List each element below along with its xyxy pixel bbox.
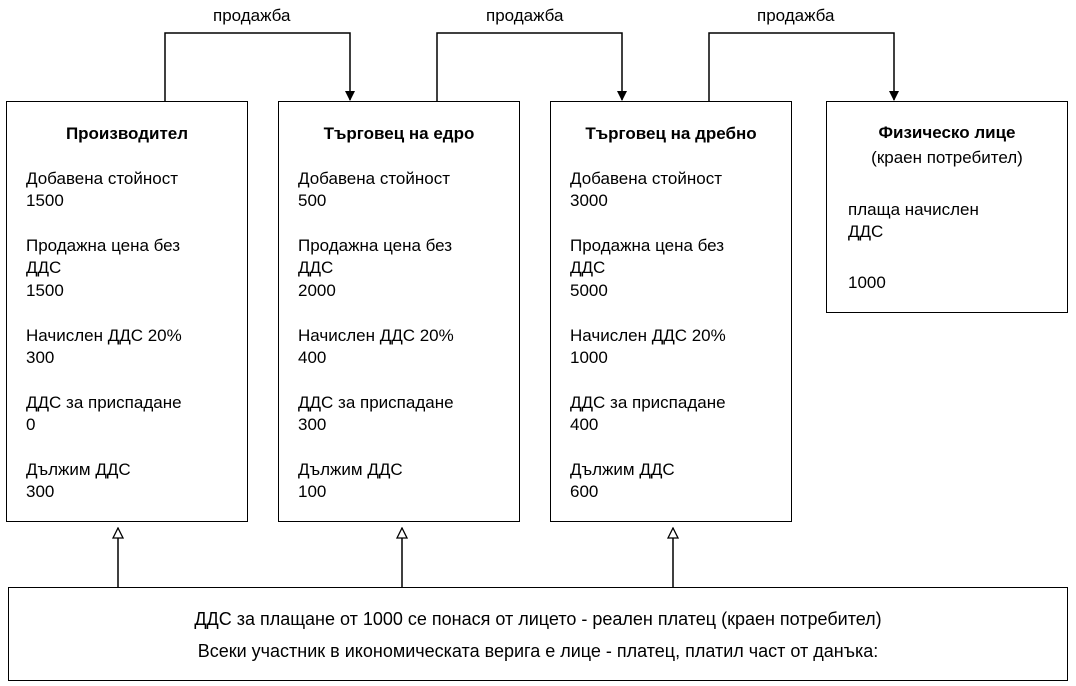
retailer-added-value-label: Добавена стойност [570,169,722,188]
retailer-box [550,101,792,522]
consumer-pays-label: плаща начислен [848,200,979,219]
wholesaler-added-value: 500 [298,191,327,210]
consumer-pays-label-2: ДДС [848,222,884,241]
wholesaler-title: Търговец на едро [323,124,475,143]
wholesaler-added-value-label: Добавена стойност [298,169,450,188]
retailer-vat-deductible-label: ДДС за приспадане [570,393,726,412]
producer-sale-price: 1500 [26,281,64,300]
producer-added-value: 1500 [26,191,64,210]
retailer-vat-due: 600 [570,482,599,501]
wholesaler-sale-price: 2000 [298,281,336,300]
wholesaler-vat-charged: 400 [298,348,327,367]
retailer-vat-charged-label: Начислен ДДС 20% [570,326,726,345]
producer-vat-charged-label: Начислен ДДС 20% [26,326,182,345]
consumer-box [826,101,1068,313]
retailer-added-value: 3000 [570,191,608,210]
sale-arrow-retailer-to-consumer [709,33,894,102]
retailer-sale-price: 5000 [570,281,608,300]
consumer-pays-value: 1000 [848,273,886,292]
producer-vat-due: 300 [26,482,55,501]
consumer-title: Физическо лице [878,123,1016,142]
producer-vat-deductible-label: ДДС за приспадане [26,393,182,412]
wholesaler-box [278,101,520,522]
producer-box [6,101,248,522]
wholesaler-vat-charged-label: Начислен ДДС 20% [298,326,454,345]
consumer-subtitle: (краен потребител) [871,148,1023,167]
wholesaler-sale-price-label: Продажна цена без [298,236,453,255]
producer-added-value-label: Добавена стойност [26,169,178,188]
producer-vat-charged: 300 [26,348,55,367]
sale-arrow-producer-to-wholesaler [165,33,350,102]
sale-label-1: продажба [213,6,291,25]
retailer-vat-due-label: Дължим ДДС [570,460,675,479]
wholesaler-vat-deductible-label: ДДС за приспадане [298,393,454,412]
sale-label-3: продажба [757,6,835,25]
producer-title: Производител [65,124,189,143]
summary-box [8,587,1068,681]
retailer-sale-price-label: Продажна цена без [570,236,725,255]
retailer-vat-deductible: 400 [570,415,599,434]
sale-label-2: продажба [486,6,564,25]
wholesaler-sale-price-label-2: ДДС [298,258,334,277]
summary-line-2: Всеки участник в икономическата верига е лице - платец, платил част от данъка: [197,641,879,661]
wholesaler-vat-due: 100 [298,482,327,501]
wholesaler-vat-due-label: Дължим ДДС [298,460,403,479]
producer-vat-due-label: Дължим ДДС [26,460,131,479]
wholesaler-vat-deductible: 300 [298,415,327,434]
summary-line-1: ДДС за плащане от 1000 се понася от лицето - реален платец (краен потребител) [194,609,882,629]
retailer-title: Търговец на дребно [585,124,757,143]
producer-sale-price-label-2: ДДС [26,258,62,277]
sale-arrow-wholesaler-to-retailer [437,33,622,102]
producer-sale-price-label: Продажна цена без [26,236,181,255]
producer-vat-deductible: 0 [26,415,36,434]
retailer-vat-charged: 1000 [570,348,608,367]
retailer-sale-price-label-2: ДДС [570,258,606,277]
